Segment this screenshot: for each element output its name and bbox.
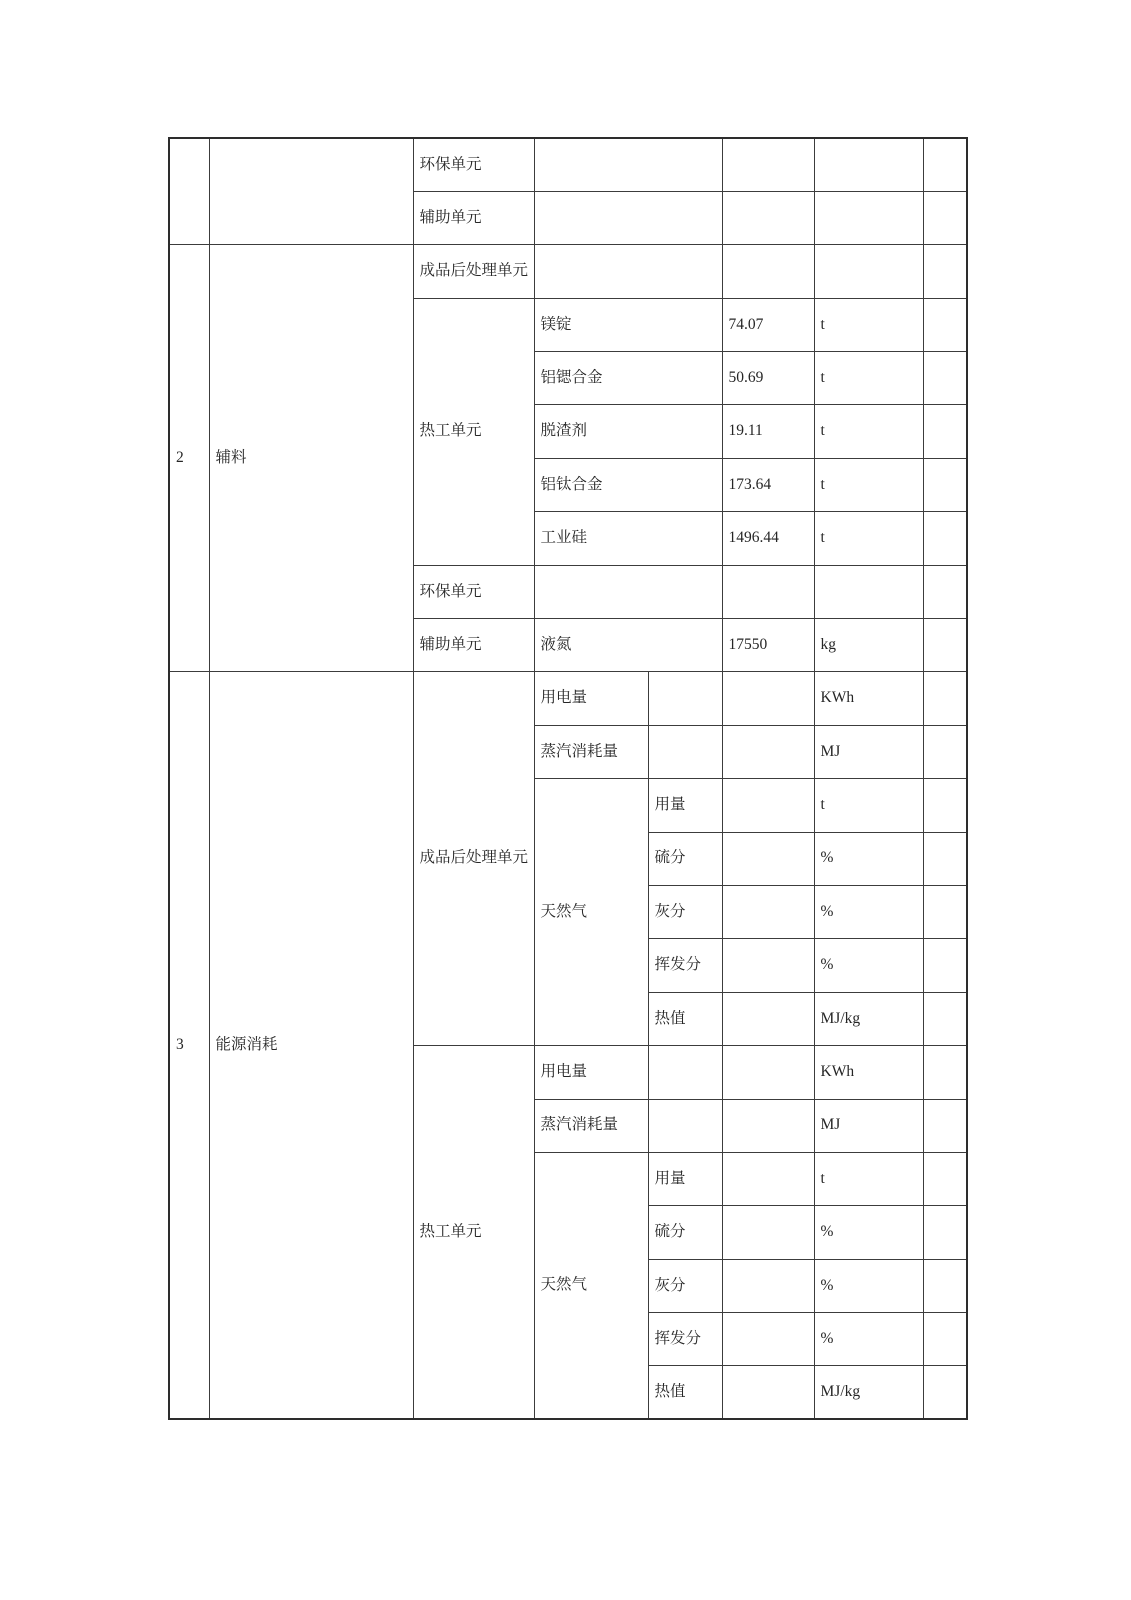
value-cell-empty	[722, 1099, 814, 1152]
measure-unit-cell: t	[814, 458, 923, 511]
unit-name-cell: 环保单元	[413, 565, 534, 618]
measure-unit-cell-empty	[814, 565, 923, 618]
measure-unit-cell: t	[814, 405, 923, 458]
spare-cell	[923, 1313, 967, 1366]
gas-property-cell: 挥发分	[648, 1313, 722, 1366]
table-row	[169, 672, 967, 725]
gas-property-cell: 热值	[648, 992, 722, 1045]
cell-empty	[534, 245, 722, 298]
value-cell-empty	[722, 939, 814, 992]
unit-name-cell: 环保单元	[413, 138, 534, 191]
cell-empty	[648, 725, 722, 778]
measure-unit-cell: MJ/kg	[814, 1366, 923, 1419]
spare-cell	[923, 138, 967, 191]
spare-cell	[923, 352, 967, 405]
row-number-cell: 3	[169, 672, 209, 1419]
measure-unit-cell: KWh	[814, 1046, 923, 1099]
measure-unit-cell: t	[814, 352, 923, 405]
spare-cell	[923, 672, 967, 725]
value-cell-empty	[722, 992, 814, 1045]
value-cell-empty	[722, 191, 814, 244]
energy-label-cell: 天然气	[534, 1152, 648, 1419]
value-cell-empty	[722, 725, 814, 778]
value-cell-empty	[722, 832, 814, 885]
gas-property-cell: 用量	[648, 779, 722, 832]
measure-unit-cell-empty	[814, 138, 923, 191]
spare-cell	[923, 1046, 967, 1099]
value-cell: 74.07	[722, 298, 814, 351]
data-table	[168, 137, 968, 1420]
spare-cell	[923, 1099, 967, 1152]
value-cell-empty	[722, 565, 814, 618]
spare-cell	[923, 245, 967, 298]
value-cell-empty	[722, 1313, 814, 1366]
material-name-cell: 镁锭	[534, 298, 722, 351]
energy-label-cell: 蒸汽消耗量	[534, 1099, 648, 1152]
spare-cell	[923, 832, 967, 885]
continued-category-cell	[209, 138, 413, 245]
measure-unit-cell: %	[814, 885, 923, 938]
measure-unit-cell: %	[814, 939, 923, 992]
cell-empty	[534, 138, 722, 191]
cell-empty	[648, 672, 722, 725]
spare-cell	[923, 992, 967, 1045]
value-cell-empty	[722, 245, 814, 298]
measure-unit-cell: t	[814, 512, 923, 565]
gas-property-cell: 热值	[648, 1366, 722, 1419]
measure-unit-cell: kg	[814, 619, 923, 672]
value-cell-empty	[722, 779, 814, 832]
material-name-cell: 液氮	[534, 619, 722, 672]
measure-unit-cell: MJ	[814, 1099, 923, 1152]
energy-label-cell: 天然气	[534, 779, 648, 1046]
spare-cell	[923, 619, 967, 672]
value-cell-empty	[722, 1259, 814, 1312]
spare-cell	[923, 1259, 967, 1312]
value-cell-empty	[722, 138, 814, 191]
cell-empty	[648, 1099, 722, 1152]
measure-unit-cell: MJ/kg	[814, 992, 923, 1045]
value-cell-empty	[722, 885, 814, 938]
cell-empty	[534, 191, 722, 244]
table-row	[169, 138, 967, 191]
measure-unit-cell: %	[814, 1259, 923, 1312]
table-row	[169, 245, 967, 298]
value-cell-empty	[722, 1046, 814, 1099]
spare-cell	[923, 1152, 967, 1205]
unit-name-cell: 辅助单元	[413, 619, 534, 672]
spare-cell	[923, 565, 967, 618]
row-number-cell: 2	[169, 245, 209, 672]
gas-property-cell: 硫分	[648, 1206, 722, 1259]
gas-property-cell: 挥发分	[648, 939, 722, 992]
material-name-cell: 脱渣剂	[534, 405, 722, 458]
unit-name-cell: 热工单元	[413, 1046, 534, 1420]
gas-property-cell: 灰分	[648, 1259, 722, 1312]
spare-cell	[923, 939, 967, 992]
measure-unit-cell-empty	[814, 191, 923, 244]
value-cell-empty	[722, 1206, 814, 1259]
spare-cell	[923, 458, 967, 511]
spare-cell	[923, 298, 967, 351]
spare-cell	[923, 1366, 967, 1419]
unit-name-cell: 成品后处理单元	[413, 245, 534, 298]
spare-cell	[923, 405, 967, 458]
gas-property-cell: 用量	[648, 1152, 722, 1205]
measure-unit-cell: t	[814, 298, 923, 351]
material-name-cell: 工业硅	[534, 512, 722, 565]
continued-row-number-cell	[169, 138, 209, 245]
measure-unit-cell: t	[814, 1152, 923, 1205]
value-cell: 19.11	[722, 405, 814, 458]
spare-cell	[923, 1206, 967, 1259]
cell-empty	[648, 1046, 722, 1099]
measure-unit-cell: t	[814, 779, 923, 832]
value-cell-empty	[722, 1152, 814, 1205]
measure-unit-cell: %	[814, 1313, 923, 1366]
unit-name-cell: 辅助单元	[413, 191, 534, 244]
unit-name-cell: 成品后处理单元	[413, 672, 534, 1046]
spare-cell	[923, 512, 967, 565]
value-cell: 1496.44	[722, 512, 814, 565]
energy-label-cell: 用电量	[534, 1046, 648, 1099]
energy-label-cell: 用电量	[534, 672, 648, 725]
material-name-cell: 铝钛合金	[534, 458, 722, 511]
value-cell: 50.69	[722, 352, 814, 405]
measure-unit-cell: MJ	[814, 725, 923, 778]
value-cell: 173.64	[722, 458, 814, 511]
measure-unit-cell-empty	[814, 245, 923, 298]
material-name-cell: 铝锶合金	[534, 352, 722, 405]
gas-property-cell: 硫分	[648, 832, 722, 885]
measure-unit-cell: %	[814, 1206, 923, 1259]
category-cell: 能源消耗	[209, 672, 413, 1419]
measure-unit-cell: KWh	[814, 672, 923, 725]
spare-cell	[923, 191, 967, 244]
spare-cell	[923, 725, 967, 778]
value-cell-empty	[722, 1366, 814, 1419]
energy-label-cell: 蒸汽消耗量	[534, 725, 648, 778]
value-cell-empty	[722, 672, 814, 725]
gas-property-cell: 灰分	[648, 885, 722, 938]
cell-empty	[534, 565, 722, 618]
category-cell: 辅料	[209, 245, 413, 672]
spare-cell	[923, 885, 967, 938]
spare-cell	[923, 779, 967, 832]
measure-unit-cell: %	[814, 832, 923, 885]
unit-name-cell: 热工单元	[413, 298, 534, 565]
value-cell: 17550	[722, 619, 814, 672]
